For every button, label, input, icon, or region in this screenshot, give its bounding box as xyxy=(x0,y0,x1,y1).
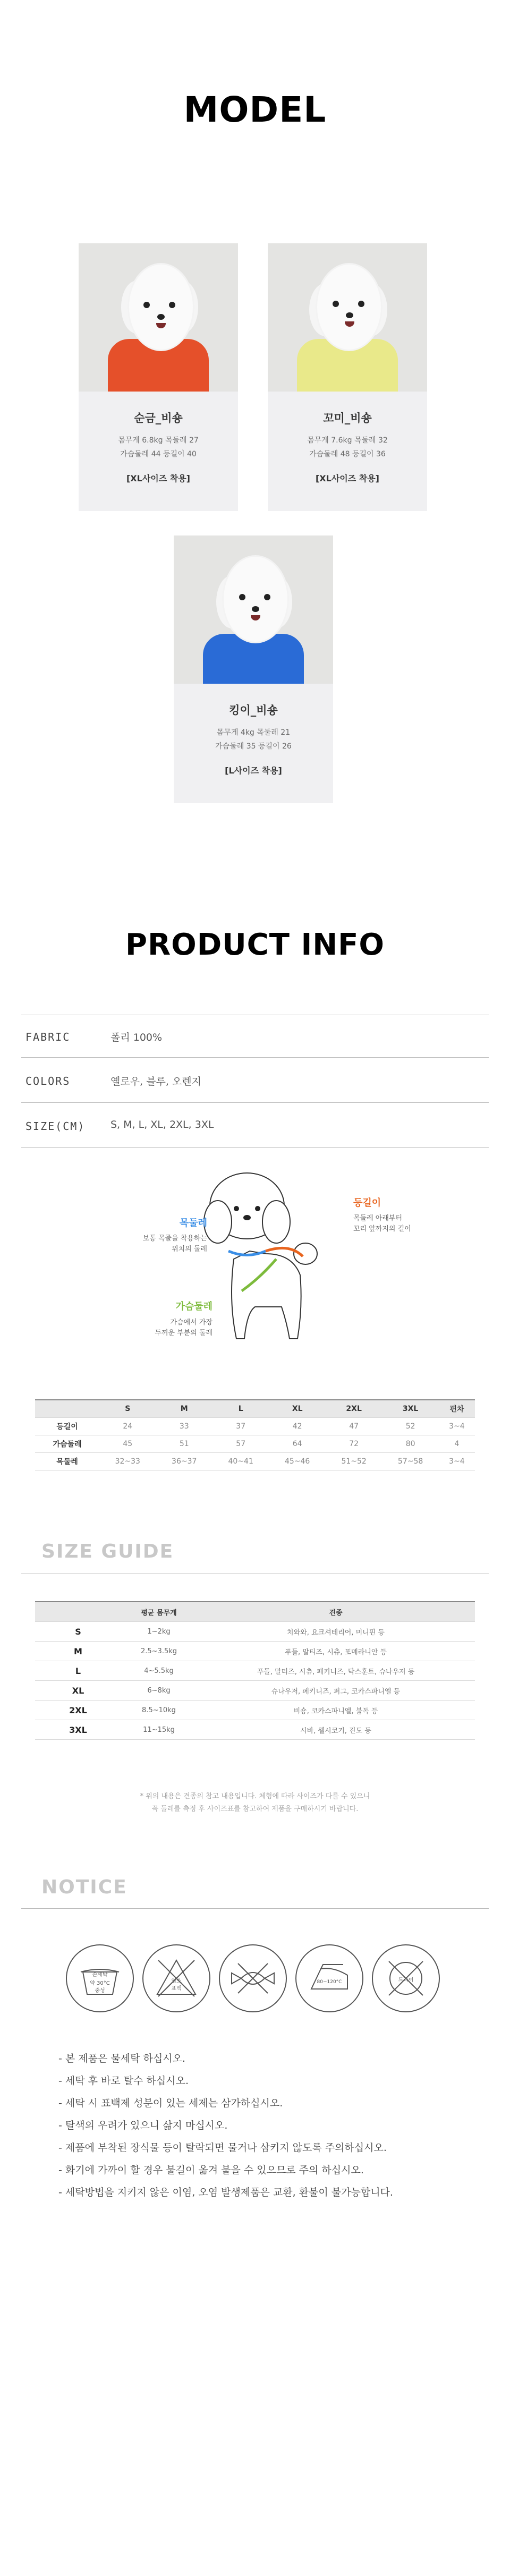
model-photo xyxy=(79,243,238,392)
cell: 47 xyxy=(326,1418,382,1435)
size-label: SIZE(CM) xyxy=(26,1120,86,1133)
model-name: 킹이_비숑 xyxy=(229,704,278,717)
back-title: 등길이 xyxy=(353,1197,381,1209)
cell: 3~4 xyxy=(439,1418,475,1435)
cell: 2.5~3.5kg xyxy=(121,1642,197,1661)
header-cell: XL xyxy=(269,1400,325,1418)
cell: 4~5.5kg xyxy=(121,1661,197,1681)
table-row xyxy=(35,1418,475,1435)
model-name: 꼬미_비숑 xyxy=(323,412,372,424)
model-stats-1: 몸무게 4kg 목둘레 21 xyxy=(216,728,291,737)
no-wring-icon xyxy=(219,1944,287,2012)
chest-title: 가슴둘레 xyxy=(175,1301,212,1312)
model-name: 순금_비숑 xyxy=(134,412,183,424)
notice-title: NOTICE xyxy=(41,1876,128,1898)
cell: 57 xyxy=(212,1435,269,1453)
cell: 1~2kg xyxy=(121,1622,197,1642)
cell: 40~41 xyxy=(212,1453,269,1470)
table-row xyxy=(35,1622,475,1642)
model-photo xyxy=(268,243,427,392)
model-title: MODEL xyxy=(183,89,327,130)
model-card-1 xyxy=(79,243,238,511)
icon-label: 표백 xyxy=(171,1986,182,1992)
no-bleach-icon xyxy=(142,1944,210,2012)
model-card-3 xyxy=(174,535,333,803)
row-label: 목둘레 xyxy=(35,1453,99,1470)
header-cell: 평균 몸무게 xyxy=(121,1602,197,1622)
table-row xyxy=(35,1661,475,1681)
model-stats-2: 가슴둘레 35 등길이 26 xyxy=(215,742,292,751)
header-cell xyxy=(35,1602,121,1622)
cell: 푸들, 말티즈, 시츄, 페키니즈, 닥스훈트, 슈나우저 등 xyxy=(197,1661,475,1681)
colors-value: 옐로우, 블루, 오렌지 xyxy=(110,1076,201,1087)
notice-line: - 세탁방법을 지키지 않은 이염, 오염 발생제품은 교환, 환불이 불가능합니다. xyxy=(58,2187,393,2198)
low-iron-icon xyxy=(295,1944,363,2012)
row-label: 3XL xyxy=(35,1720,121,1740)
hand-wash-icon xyxy=(66,1944,134,2012)
model-stats-1: 몸무게 6.8kg 목둘레 27 xyxy=(118,436,199,445)
neck-desc-1: 보통 목줄을 착용하는 xyxy=(142,1235,207,1243)
row-label: M xyxy=(35,1642,121,1661)
size-guide-note-1: * 위의 내용은 견종의 참고 내용입니다. 체형에 따라 사이즈가 다를 수 있으니 xyxy=(140,1792,370,1800)
cell: 42 xyxy=(269,1418,325,1435)
header-cell: 견종 xyxy=(197,1602,475,1622)
cell: 45~46 xyxy=(269,1453,325,1470)
cell: 64 xyxy=(269,1435,325,1453)
cell: 4 xyxy=(439,1435,475,1453)
model-size: [XL사이즈 착용] xyxy=(126,473,190,483)
icon-label: 손세탁 xyxy=(92,1972,108,1978)
cell: 8.5~10kg xyxy=(121,1701,197,1720)
cell: 6~8kg xyxy=(121,1681,197,1701)
notice-line: - 화기에 가까이 할 경우 불길이 옮겨 붙을 수 있으므로 주의 하십시오. xyxy=(58,2164,364,2176)
row-label: XL xyxy=(35,1681,121,1701)
table-row xyxy=(35,1435,475,1453)
cell: 80 xyxy=(382,1435,438,1453)
table-row xyxy=(35,1642,475,1661)
size-guide-title: SIZE GUIDE xyxy=(41,1541,174,1562)
neck-desc-2: 위치의 둘레 xyxy=(172,1245,207,1253)
table-row xyxy=(35,1681,475,1701)
back-desc-1: 목둘레 아래부터 xyxy=(353,1214,403,1222)
header-cell: 편차 xyxy=(439,1400,475,1418)
size-guide-table xyxy=(35,1601,475,1740)
chest-desc-2: 두꺼운 부분의 둘레 xyxy=(155,1329,212,1337)
model-stats-2: 가슴둘레 44 등길이 40 xyxy=(120,450,197,458)
dog-measure-diagram xyxy=(197,1163,340,1392)
cell: 11~15kg xyxy=(121,1720,197,1740)
size-table-header xyxy=(35,1400,475,1418)
fabric-value: 폴리 100% xyxy=(110,1032,163,1043)
header-cell: 3XL xyxy=(382,1400,438,1418)
cell: 36~37 xyxy=(156,1453,212,1470)
cell: 57~58 xyxy=(382,1453,438,1470)
table-row xyxy=(35,1453,475,1470)
icon-label: 약 30°C xyxy=(90,1980,110,1986)
row-label: L xyxy=(35,1661,121,1681)
cell: 슈나우저, 페키니즈, 퍼그, 코카스파니엘 등 xyxy=(197,1681,475,1701)
size-table xyxy=(35,1399,475,1470)
model-size: [XL사이즈 착용] xyxy=(315,473,379,483)
cell: 51~52 xyxy=(326,1453,382,1470)
size-value: S, M, L, XL, 2XL, 3XL xyxy=(110,1119,214,1130)
cell: 32~33 xyxy=(99,1453,156,1470)
row-label: S xyxy=(35,1622,121,1642)
cell: 비숑, 코카스파니엘, 불독 등 xyxy=(197,1701,475,1720)
cell: 치와와, 요크셔테리어, 미니핀 등 xyxy=(197,1622,475,1642)
header-cell xyxy=(35,1400,99,1418)
neck-title: 목둘레 xyxy=(179,1218,207,1229)
notice-line: - 세탁 시 표백제 성분이 있는 세제는 삼가하십시오. xyxy=(58,2097,283,2109)
model-stats-1: 몸무게 7.6kg 목둘레 32 xyxy=(307,436,388,445)
divider xyxy=(21,1147,489,1148)
row-label: 2XL xyxy=(35,1701,121,1720)
product-info-title: PRODUCT INFO xyxy=(125,928,385,962)
cell: 33 xyxy=(156,1418,212,1435)
icon-label: 드라이 xyxy=(398,1977,414,1983)
size-guide-header xyxy=(35,1602,475,1622)
table-row xyxy=(35,1701,475,1720)
size-guide-note-2: 꼭 둘레를 측정 후 사이즈표를 참고하여 제품을 구매하시기 바랍니다. xyxy=(151,1805,359,1813)
header-cell: 2XL xyxy=(326,1400,382,1418)
back-desc-2: 꼬리 앞까지의 길이 xyxy=(353,1225,411,1233)
notice-line: - 본 제품은 물세탁 하십시오. xyxy=(58,2053,185,2064)
model-size: [L사이즈 착용] xyxy=(225,766,282,776)
model-stats-2: 가슴둘레 48 등길이 36 xyxy=(309,450,386,458)
icon-label: 중성 xyxy=(95,1988,105,1994)
model-photo xyxy=(174,535,333,684)
notice-line: - 제품에 부착된 장식물 등이 탈락되면 물거나 삼키지 않도록 주의하십시오. xyxy=(58,2142,387,2154)
cell: 45 xyxy=(99,1435,156,1453)
cell: 52 xyxy=(382,1418,438,1435)
cell: 푸들, 말티즈, 시츄, 포메라니안 등 xyxy=(197,1642,475,1661)
cell: 3~4 xyxy=(439,1453,475,1470)
fabric-label: FABRIC xyxy=(26,1031,71,1043)
row-label: 가슴둘레 xyxy=(35,1435,99,1453)
cell: 72 xyxy=(326,1435,382,1453)
no-dryclean-icon xyxy=(372,1944,440,2012)
divider xyxy=(21,1057,489,1058)
icon-label: 80~120°C xyxy=(317,1979,342,1985)
notice-line: - 탈색의 우려가 있으니 삶지 마십시오. xyxy=(58,2120,228,2131)
divider xyxy=(21,1908,489,1909)
divider xyxy=(21,1102,489,1103)
cell: 37 xyxy=(212,1418,269,1435)
table-row xyxy=(35,1720,475,1740)
model-card-2 xyxy=(268,243,427,511)
cell: 24 xyxy=(99,1418,156,1435)
cell: 51 xyxy=(156,1435,212,1453)
icon-label: 염소 xyxy=(171,1978,182,1984)
header-cell: M xyxy=(156,1400,212,1418)
header-cell: L xyxy=(212,1400,269,1418)
row-label: 등길이 xyxy=(35,1418,99,1435)
notice-line: - 세탁 후 바로 탈수 하십시오. xyxy=(58,2075,189,2087)
cell: 시바, 웰시코기, 진도 등 xyxy=(197,1720,475,1740)
chest-desc-1: 가슴에서 가장 xyxy=(170,1319,212,1327)
header-cell: S xyxy=(99,1400,156,1418)
colors-label: COLORS xyxy=(26,1075,71,1087)
